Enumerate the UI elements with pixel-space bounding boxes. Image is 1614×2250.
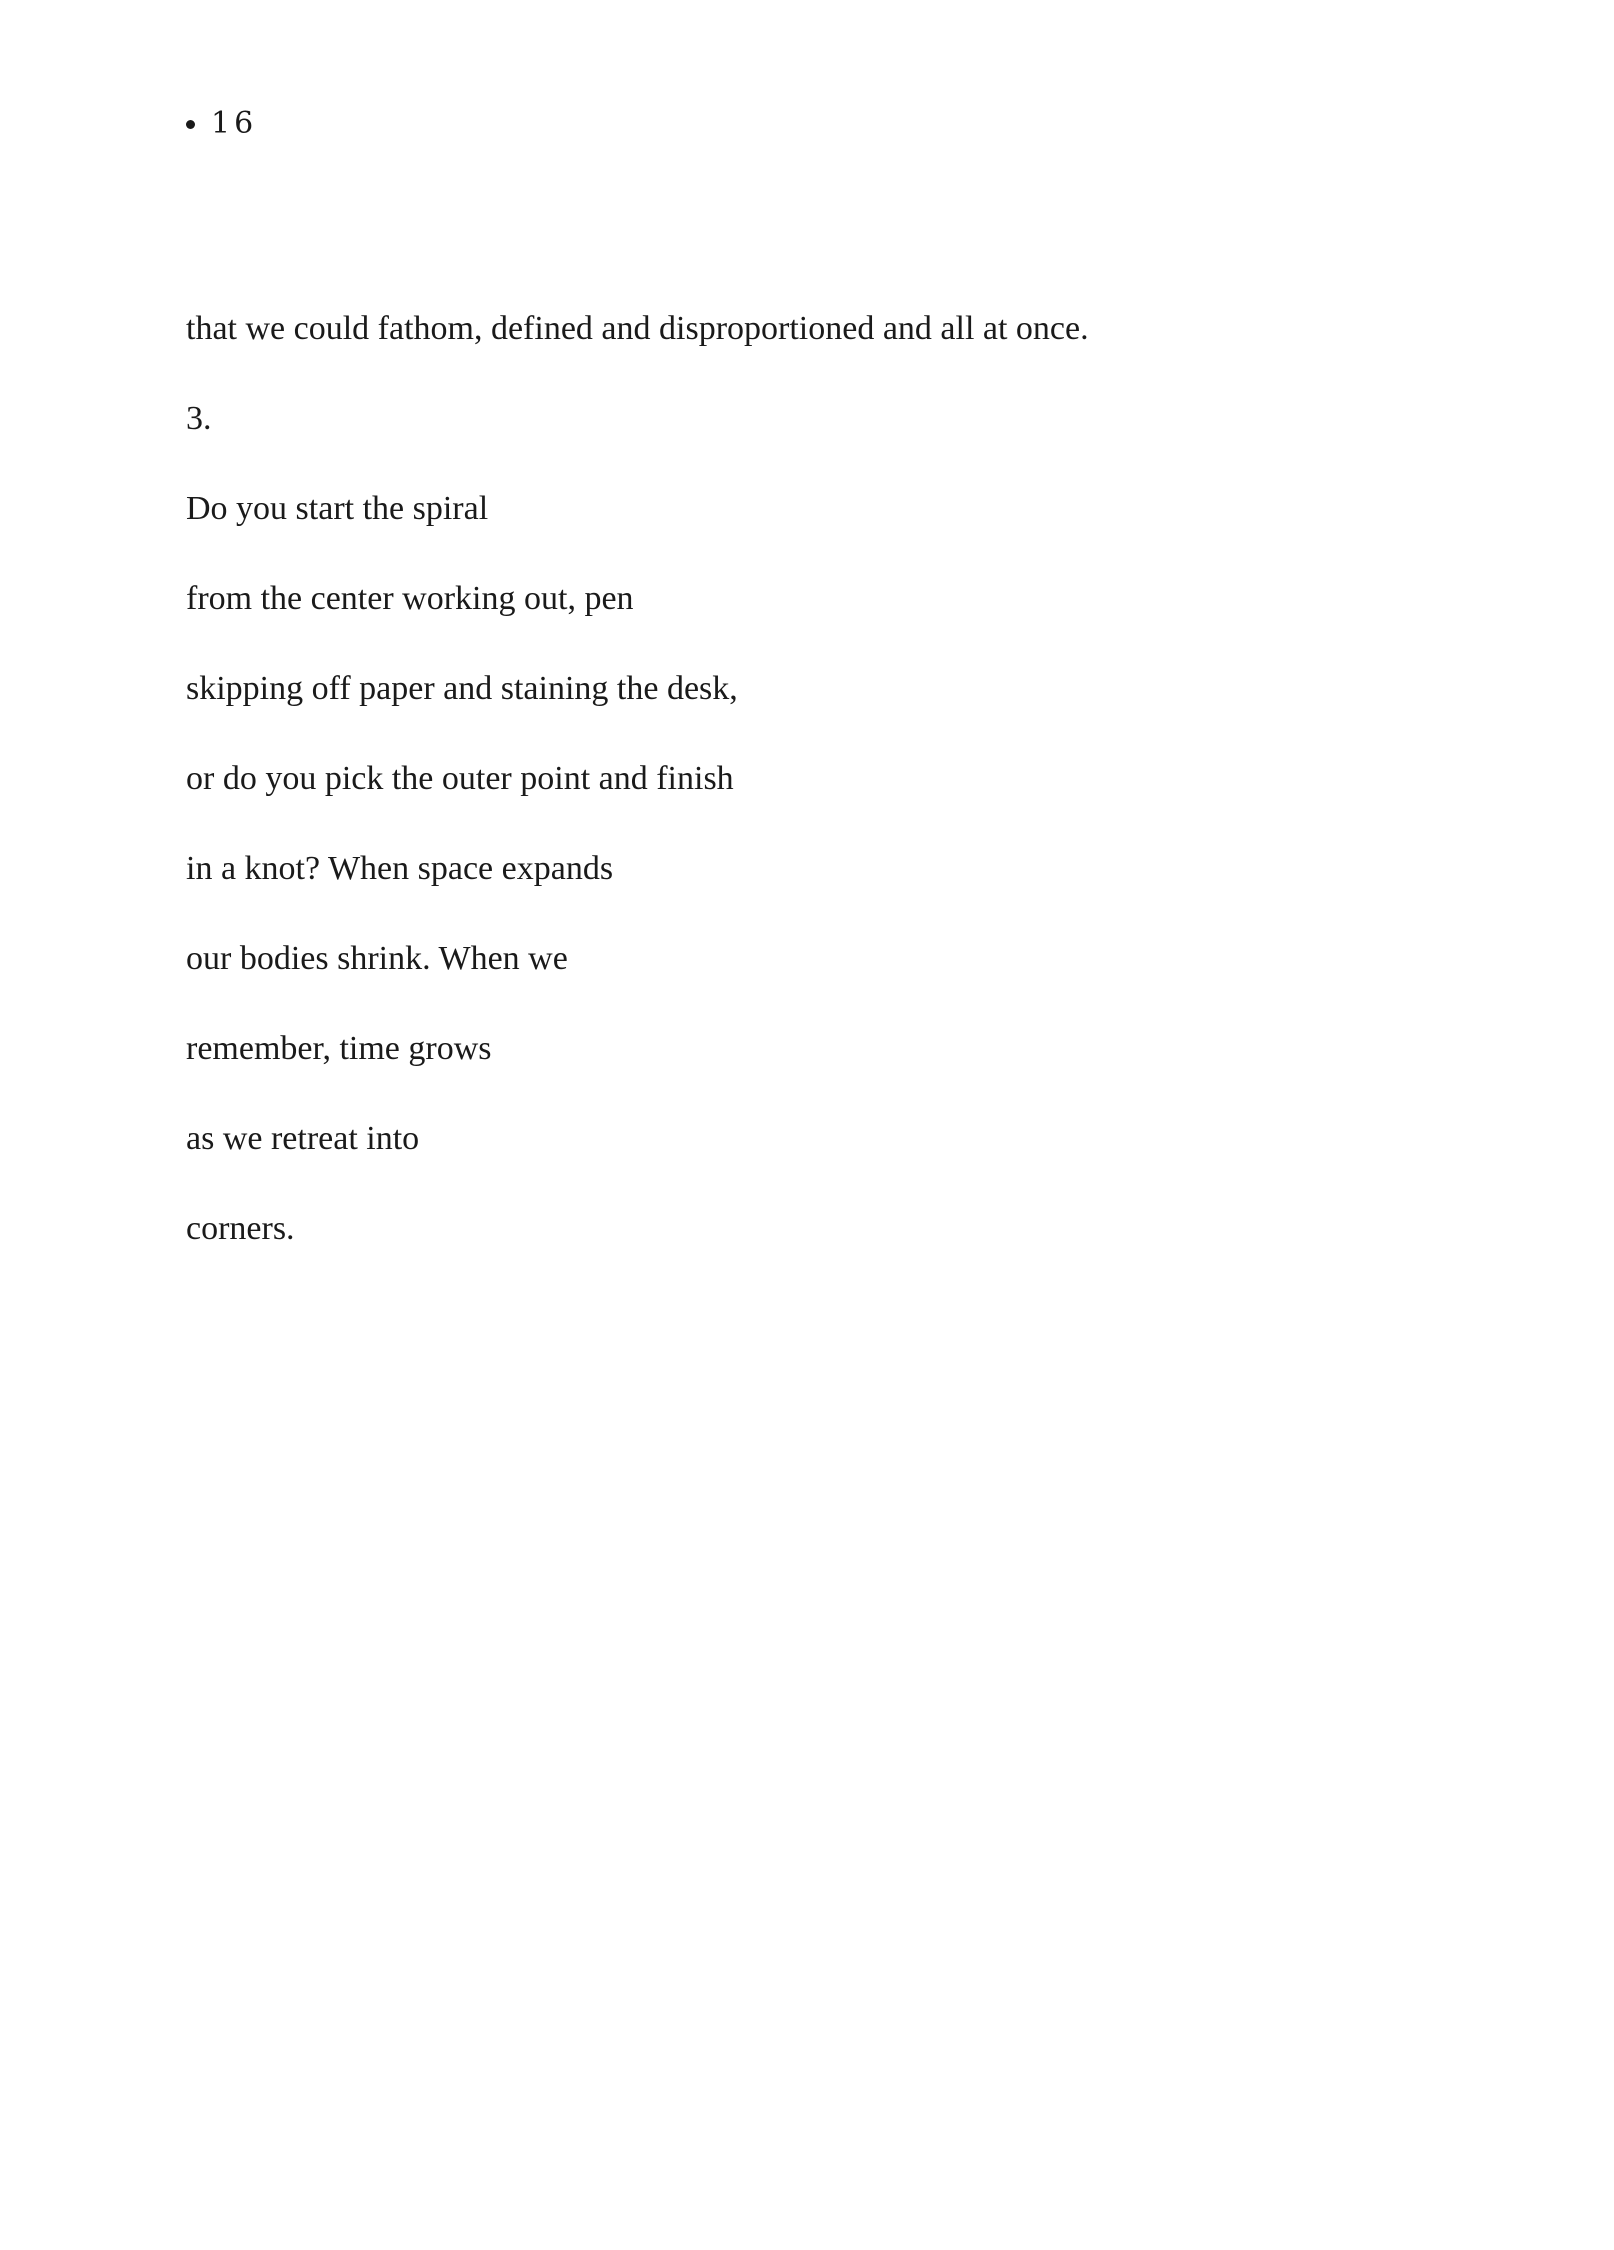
poem-line: that we could fathom, defined and disproportioned and all at once.: [186, 310, 1089, 347]
poem-line: or do you pick the outer point and finish: [186, 760, 734, 797]
poem-line: as we retreat into: [186, 1120, 420, 1157]
poem-line: Do you start the spiral: [186, 490, 489, 527]
poem-line: our bodies shrink. When we: [186, 940, 568, 977]
poem-line: remember, time grows: [186, 1030, 492, 1067]
poem-line: from the center working out, pen: [186, 580, 634, 617]
page-header: [186, 104, 257, 144]
poem-body: [186, 284, 1089, 1274]
section-number: 3.: [186, 400, 212, 437]
poem-line: in a knot? When space expands: [186, 850, 614, 887]
poem-line: corners.: [186, 1210, 295, 1247]
poem-line: skipping off paper and staining the desk,: [186, 670, 738, 707]
page-number: 16: [211, 106, 258, 141]
bullet-icon: [186, 120, 195, 129]
